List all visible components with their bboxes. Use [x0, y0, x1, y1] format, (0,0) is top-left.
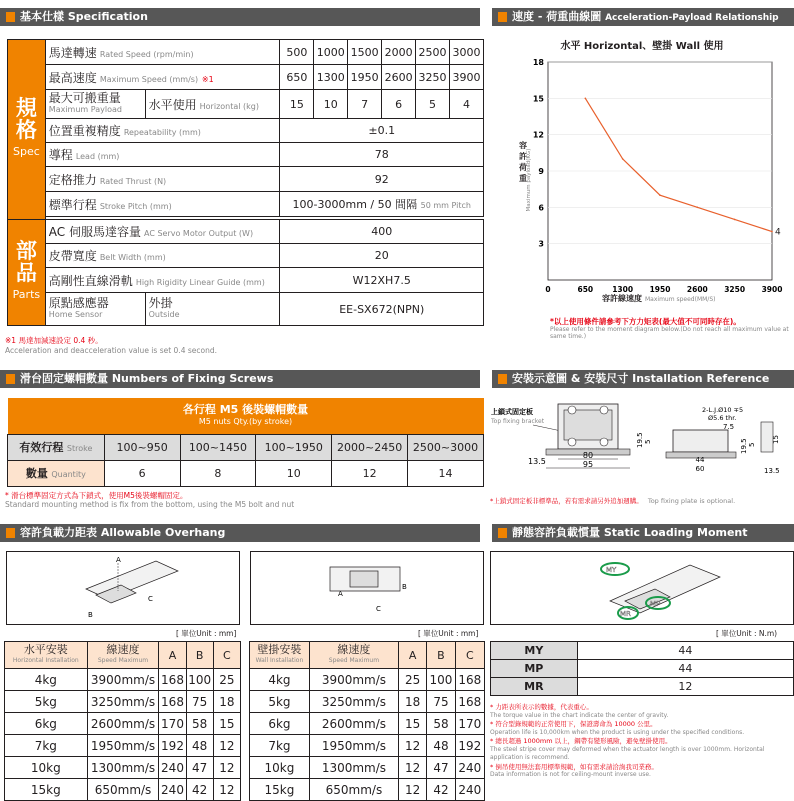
wall-value: 75 — [427, 691, 455, 713]
chart-xlabel-en: Maximum speed(MM/S) — [645, 296, 716, 303]
chart-y-tick: 9 — [538, 167, 544, 176]
stroke-range: 2000~2450 — [332, 434, 408, 460]
screw-quantity: 14 — [408, 460, 484, 486]
rated-speed-value: 2500 — [416, 40, 450, 65]
hz-value: 12 — [213, 779, 240, 801]
dim-5: 5 — [644, 439, 652, 444]
hz-value: 192 — [159, 735, 186, 757]
lead-value: 78 — [280, 143, 484, 167]
horizontal-overhang-table — [4, 641, 241, 801]
max-speed-label: 最高速度 Maximum Speed (mm/s) ※1 — [45, 65, 280, 90]
moment-mr-label: MR — [491, 678, 578, 696]
wall-load: 15kg — [250, 779, 310, 801]
max-speed-value: 1300 — [314, 65, 348, 90]
stroke-value: 100-3000mm / 50 間隔 50 mm Pitch — [280, 192, 484, 217]
wall-value: 240 — [455, 757, 484, 779]
rated-speed-value: 1500 — [348, 40, 382, 65]
max-speed-value: 3900 — [449, 65, 483, 90]
hz-col-b: B — [186, 642, 213, 669]
hz-value: 240 — [159, 757, 186, 779]
wall-value: 47 — [427, 757, 455, 779]
wall-value: 15 — [399, 713, 427, 735]
hz-value: 15 — [213, 713, 240, 735]
hz-value: 240 — [159, 779, 186, 801]
thrust-value: 92 — [280, 167, 484, 192]
screws-band: 各行程 M5 後裝螺帽數量 M5 nuts Qty.(by stroke) — [8, 398, 484, 434]
hz-value: 18 — [213, 691, 240, 713]
payload-value: 15 — [280, 90, 314, 119]
chart-xlabel: 容許線速度 — [602, 294, 642, 303]
spec-note-1: ※1 馬達加減速設定 0.4 秒。 — [5, 336, 103, 345]
moment-mp-label: MP — [491, 660, 578, 678]
screw-quantity: 10 — [256, 460, 332, 486]
moment-note: * 總長超過 1000mm 以上，鋼帶有變形風險，避免壁掛使用。 — [490, 737, 672, 745]
chart-ylabel: 容許荷重 — [519, 141, 527, 183]
hz-value: 100 — [186, 669, 213, 691]
chart-y-tick: 12 — [532, 130, 544, 140]
hz-value: 58 — [186, 713, 213, 735]
wall-value: 100 — [427, 669, 455, 691]
wall-value: 48 — [427, 735, 455, 757]
hz-speed: 2600mm/s — [87, 713, 159, 735]
wall-col-a: A — [399, 642, 427, 669]
side-parts: 部 品 Parts — [8, 220, 46, 326]
moment-note-en: Operation life is 10,000km when the product is using under the specified conditions. — [490, 728, 745, 736]
guide-value: W12XH7.5 — [280, 268, 484, 293]
screws-table — [7, 398, 484, 487]
hz-speed: 3900mm/s — [87, 669, 159, 691]
wall-label-b: B — [402, 583, 407, 591]
screw-quantity: 12 — [332, 460, 408, 486]
chart-y-tick: 18 — [532, 58, 544, 67]
dim-95: 95 — [582, 460, 594, 469]
wall-value: 170 — [455, 713, 484, 735]
motor-label: AC 伺服馬達容量 AC Servo Motor Output (W) — [45, 220, 280, 244]
dim-19-5: 19.5 — [636, 432, 644, 448]
wall-speed: 2600mm/s — [309, 713, 398, 735]
moment-mp-value: 44 — [577, 660, 793, 678]
hz-value: 12 — [213, 757, 240, 779]
spec-table — [7, 39, 484, 326]
chart-y-tick: 6 — [538, 203, 544, 213]
moment-mr-value: 12 — [577, 678, 793, 696]
wall-value: 168 — [455, 691, 484, 713]
wall-overhang-table — [249, 641, 485, 801]
screws-note: * 滑台標準固定方式為下鎖式，使用M5後裝螺帽固定。 — [5, 491, 188, 500]
hz-speed: 1950mm/s — [87, 735, 159, 757]
moment-header: 靜態容許負載慣量 Static Loading Moment — [492, 524, 794, 542]
stroke-range: 100~1450 — [180, 434, 256, 460]
rated-speed-value: 3000 — [449, 40, 483, 65]
hz-load: 15kg — [5, 779, 88, 801]
dim-19-5-side: 19.5 — [740, 438, 748, 454]
wall-col-speed: 線速度 Speed Maximum — [309, 642, 398, 669]
hz-value: 168 — [159, 691, 186, 713]
sensor-label: 原點感應器 Home Sensor — [45, 293, 145, 326]
chart-ylabel-en: Maximum payload(KG) — [526, 148, 532, 212]
mr-icon: MR — [620, 610, 631, 618]
wall-load: 4kg — [250, 669, 310, 691]
overhang-unit-right: [ 單位Unit : mm] — [418, 629, 479, 638]
hz-value: 48 — [186, 735, 213, 757]
max-speed-value: 2600 — [382, 65, 416, 90]
moment-my-value: 44 — [577, 642, 793, 660]
screw-quantity: 6 — [104, 460, 180, 486]
hz-speed: 3250mm/s — [87, 691, 159, 713]
hz-value: 25 — [213, 669, 240, 691]
hz-value: 170 — [159, 713, 186, 735]
stroke-range: 100~950 — [104, 434, 180, 460]
dim-44: 44 — [695, 456, 705, 464]
wall-speed: 3900mm/s — [309, 669, 398, 691]
repeatability-value: ±0.1 — [280, 119, 484, 143]
wall-value: 192 — [455, 735, 484, 757]
screws-header: 滑台固定螺帽數量 Numbers of Fixing Screws — [0, 370, 480, 388]
max-speed-value: 650 — [280, 65, 314, 90]
hz-value: 168 — [159, 669, 186, 691]
bracket-label: 上鎖式固定板 — [491, 408, 533, 416]
hz-load: 10kg — [5, 757, 88, 779]
dim-hole: 2-L.J.Ø10 ∓5 — [702, 406, 744, 414]
max-speed-value: 1950 — [348, 65, 382, 90]
chart-y-tick: 3 — [538, 239, 544, 249]
chart-x-tick: 1950 — [649, 285, 671, 294]
dim-80: 80 — [582, 451, 594, 460]
wall-load: 5kg — [250, 691, 310, 713]
hz-col-a: A — [159, 642, 186, 669]
horizontal-diagram — [6, 551, 240, 625]
dim-13-5: 13.5 — [528, 457, 546, 466]
overhang-unit-left: [ 單位Unit : mm] — [176, 629, 237, 638]
moment-diagram — [490, 551, 794, 625]
dim-15: 15 — [772, 435, 780, 444]
wall-speed: 650mm/s — [309, 779, 398, 801]
my-icon: MY — [606, 566, 617, 574]
stroke-row-label: 有效行程 Stroke — [8, 434, 105, 460]
wall-load: 6kg — [250, 713, 310, 735]
payload-value: 10 — [314, 90, 348, 119]
moment-note: * 倒吊使用無法套用標準規範，如有需求請洽詢我司業務。 — [490, 762, 658, 771]
moment-note: * 符合型錄規範的正常使用下，保證壽命為 10000 公里。 — [490, 720, 657, 728]
wall-col-load: 壁掛安裝 Wall Installation — [250, 642, 310, 669]
wall-speed: 1950mm/s — [309, 735, 398, 757]
wall-col-c: C — [455, 642, 484, 669]
hz-value: 42 — [186, 779, 213, 801]
moment-note-en: Data information is not for ceiling-mount inverse use. — [490, 771, 651, 778]
thrust-label: 定格推力 Rated Thrust (N) — [45, 167, 280, 192]
hz-value: 47 — [186, 757, 213, 779]
payload-value: 4 — [449, 90, 483, 119]
hz-load: 7kg — [5, 735, 88, 757]
wall-value: 42 — [427, 779, 455, 801]
hz-load: 6kg — [5, 713, 88, 735]
hz-load: 4kg — [5, 669, 88, 691]
moment-note: * 力距表所表示的數據，代表重心。 — [490, 703, 593, 711]
wall-value: 168 — [455, 669, 484, 691]
wall-load: 10kg — [250, 757, 310, 779]
payload-value: 6 — [382, 90, 416, 119]
hz-value: 12 — [213, 735, 240, 757]
moment-note-en: The steel stripe cover may deformed when the actuator length is over 1000mm. Horizontal application is recommend. — [490, 745, 765, 761]
install-header: 安裝示意圖 & 安裝尺寸 Installation Reference — [492, 370, 794, 388]
belt-value: 20 — [280, 244, 484, 268]
moment-notes — [490, 703, 794, 780]
diagram-label-c: C — [148, 595, 153, 603]
chart-y-tick: 15 — [532, 94, 544, 104]
chart-x-tick: 2600 — [686, 285, 708, 294]
speed-chart-note: *以上使用條件請參考下方力矩表(最大值不可同時存在)。 Please refer to the moment diagram below.(Do not reach all maximum value at same time.) — [550, 317, 789, 340]
spec-header: 基本仕樣 Specification — [0, 8, 480, 26]
stroke-label: 標準行程 Stroke Pitch (mm) — [45, 192, 280, 217]
guide-label: 高剛性直線滑軌 High Rigidity Linear Guide (mm) — [45, 268, 280, 293]
rated-speed-value: 1000 — [314, 40, 348, 65]
chart-x-tick: 1300 — [612, 285, 634, 294]
wall-load: 7kg — [250, 735, 310, 757]
stroke-range: 2500~3000 — [408, 434, 484, 460]
dim-13-5-side: 13.5 — [764, 467, 780, 475]
lead-label: 導程 Lead (mm) — [45, 143, 280, 167]
rated-speed-value: 2000 — [382, 40, 416, 65]
mp-icon: MP — [650, 600, 661, 608]
wall-label-c: C — [376, 605, 381, 613]
chart-x-tick: 0 — [545, 285, 551, 294]
moment-table — [490, 641, 794, 696]
wall-value: 240 — [455, 779, 484, 801]
screws-note-en: Standard mounting method is fix from the bottom, using the M5 bolt and nut — [5, 500, 295, 509]
diagram-label-a: A — [116, 556, 121, 564]
speed-chart-header: 速度 - 荷重曲線圖 Acceleration-Payload Relationship — [492, 8, 794, 26]
dim-60: 60 — [695, 465, 705, 473]
chart-end-label: 4 — [775, 227, 781, 238]
hz-speed: 1300mm/s — [87, 757, 159, 779]
payload-value: 7 — [348, 90, 382, 119]
spec-note-1-en: Acceleration and deacceleration value is set 0.4 second. — [5, 346, 217, 355]
installation-drawing — [488, 392, 794, 482]
dim-5-side: 5 — [748, 442, 756, 447]
wall-value: 12 — [399, 735, 427, 757]
moment-note-en: The torque value in the chart indicate the center of gravity. — [490, 711, 669, 719]
payload-label: 最大可搬重量 Maximum Payload — [45, 90, 145, 119]
speed-chart — [492, 30, 794, 320]
screw-quantity: 8 — [180, 460, 256, 486]
chart-x-tick: 3900 — [761, 285, 783, 294]
quantity-row-label: 數量 Quantity — [8, 460, 105, 486]
dim-thread: Ø5.6 thr. — [708, 414, 737, 422]
chart-series-line — [585, 98, 772, 231]
wall-diagram — [250, 551, 484, 625]
hz-speed: 650mm/s — [87, 779, 159, 801]
payload-value: 5 — [416, 90, 450, 119]
sensor-sub-label: 外掛 Outside — [145, 293, 280, 326]
repeatability-label: 位置重複精度 Repeatability (mm) — [45, 119, 280, 143]
wall-value: 25 — [399, 669, 427, 691]
hz-col-speed: 線速度 Speed Maximum — [87, 642, 159, 669]
stroke-range: 100~1950 — [256, 434, 332, 460]
chart-x-tick: 3250 — [724, 285, 746, 294]
overhang-header: 容許負載力距表 Allowable Overhang — [0, 524, 480, 542]
dim-7-5: 7.5 — [723, 423, 735, 431]
moment-my-label: MY — [491, 642, 578, 660]
bracket-label-en: Top fixing bracket — [491, 418, 545, 425]
hz-value: 75 — [186, 691, 213, 713]
wall-value: 12 — [399, 779, 427, 801]
payload-sub-label: 水平使用 Horizontal (kg) — [145, 90, 280, 119]
diagram-label-b: B — [88, 611, 93, 619]
install-note: *上鎖式固定板非標準品，若有需求請另外追加週購。 Top fixing plate is optional. — [490, 497, 736, 505]
moment-unit: [ 單位Unit : N.m) — [716, 629, 778, 638]
wall-value: 12 — [399, 757, 427, 779]
wall-speed: 3250mm/s — [309, 691, 398, 713]
belt-label: 皮帶寬度 Belt Width (mm) — [45, 244, 280, 268]
motor-value: 400 — [280, 220, 484, 244]
max-speed-value: 3250 — [416, 65, 450, 90]
hz-load: 5kg — [5, 691, 88, 713]
side-spec: 規 格 Spec — [8, 40, 46, 220]
wall-value: 58 — [427, 713, 455, 735]
hz-col-c: C — [213, 642, 240, 669]
chart-x-tick: 650 — [577, 285, 594, 294]
wall-speed: 1300mm/s — [309, 757, 398, 779]
wall-value: 18 — [399, 691, 427, 713]
hz-col-load: 水平安裝 Horizontal Installation — [5, 642, 88, 669]
wall-label-a: A — [338, 590, 343, 598]
rated-speed-label: 馬達轉速 Rated Speed (rpm/min) — [45, 40, 280, 65]
rated-speed-value: 500 — [280, 40, 314, 65]
chart-title: 水平 Horizontal、壁掛 Wall 使用 — [560, 41, 724, 52]
wall-col-b: B — [427, 642, 455, 669]
sensor-value: EE-SX672(NPN) — [280, 293, 484, 326]
